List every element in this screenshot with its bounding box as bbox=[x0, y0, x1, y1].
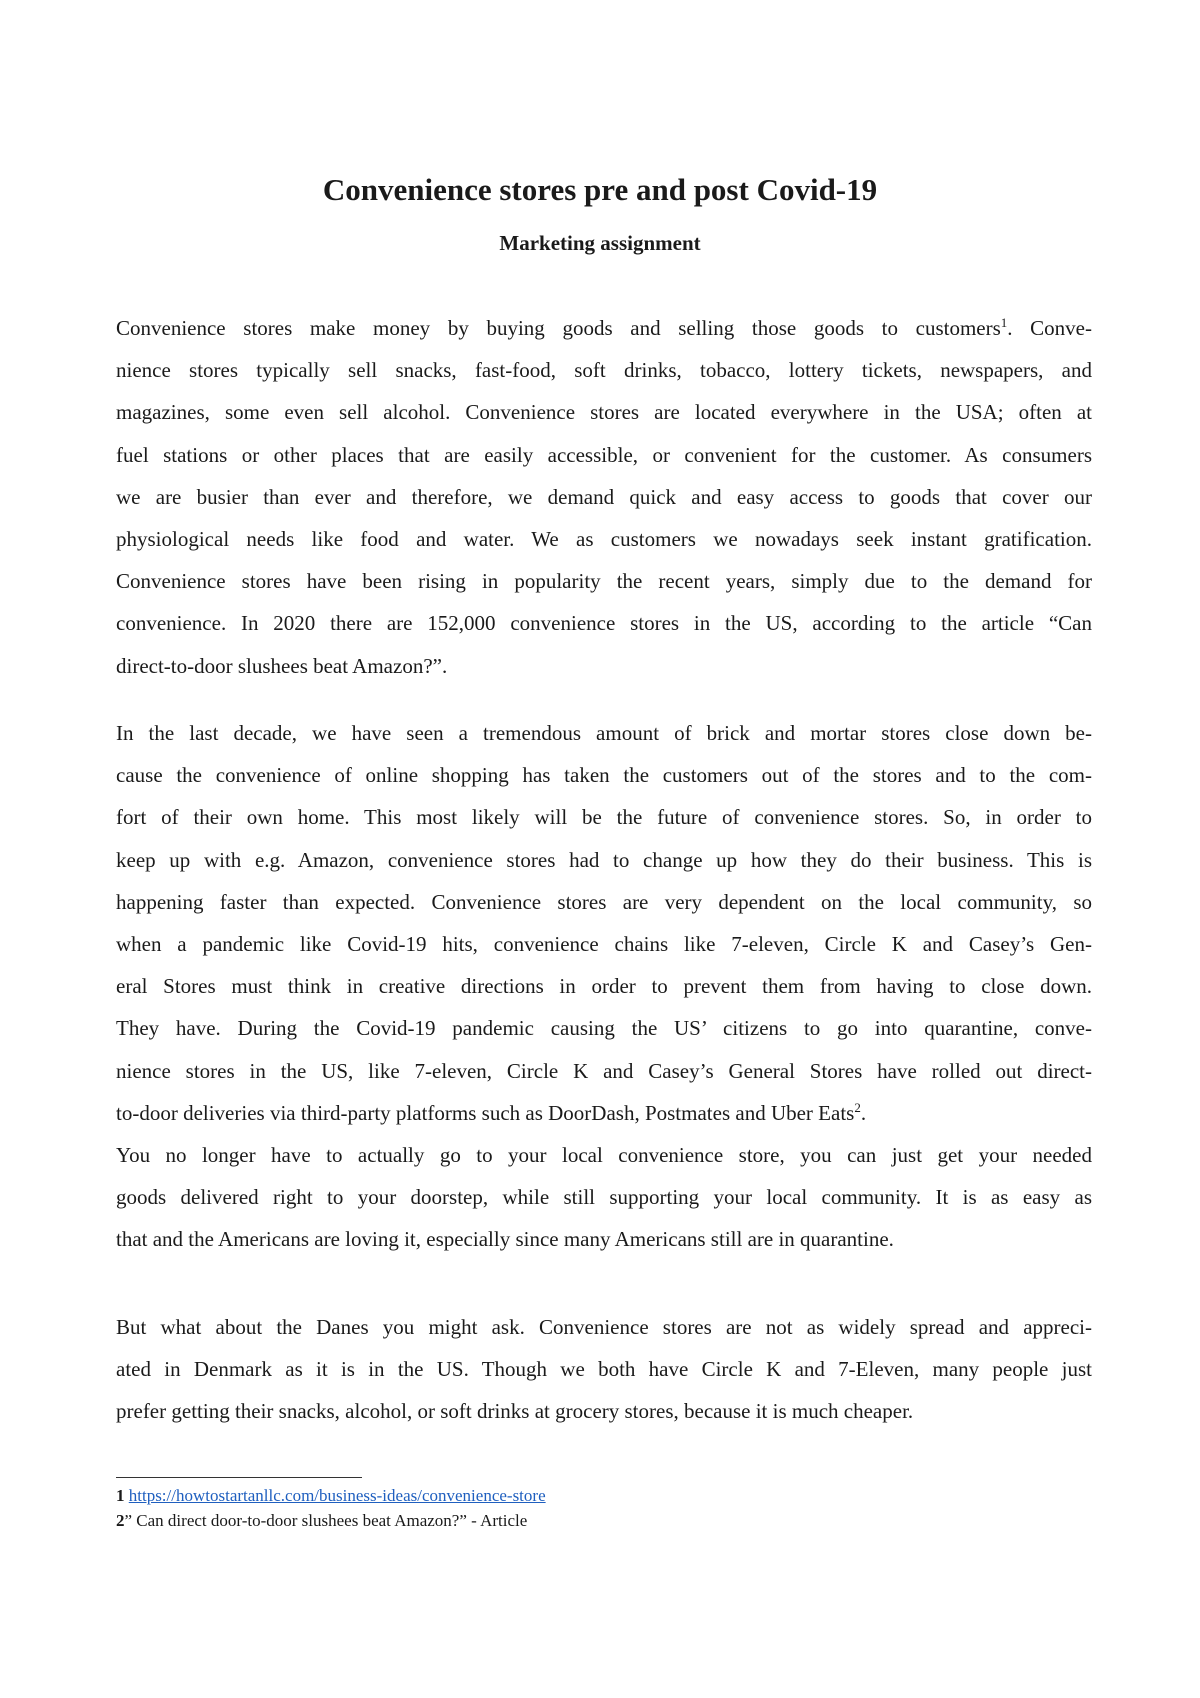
text-line: physiological needs like food and water. We as customers we nowadays seek instant gratification. bbox=[116, 527, 1092, 552]
text-line bbox=[116, 307, 1092, 349]
text-line: keep up with e.g. Amazon, convenience stores had to change up how they do their business. This is bbox=[116, 847, 1092, 872]
paragraph-1 bbox=[116, 307, 1092, 687]
text-line: nience stores in the US, like 7-eleven, Circle K and Casey’s General Stores have rolled out direct- bbox=[116, 1058, 1092, 1083]
footnotes bbox=[116, 1483, 1016, 1533]
text-run: to-door deliveries via third-party platforms such as DoorDash, Postmates and Uber Eats bbox=[116, 1100, 855, 1125]
text-line: convenience. In 2020 there are 152,000 convenience stores in the US, according to the article “Can bbox=[116, 611, 1092, 636]
text-line: Convenience stores have been rising in popularity the recent years, simply due to the demand for bbox=[116, 569, 1092, 594]
text-line: You no longer have to actually go to your local convenience store, you can just get your needed bbox=[116, 1143, 1092, 1168]
footnote-link[interactable]: https://howtostartanllc.com/business-ideas/convenience-store bbox=[128, 1486, 546, 1505]
text-line: In the last decade, we have seen a tremendous amount of brick and mortar stores close down be- bbox=[116, 721, 1092, 745]
text-line: that and the Americans are loving it, especially since many Americans still are in quarantine. bbox=[116, 1227, 894, 1252]
text-line: we are busier than ever and therefore, we demand quick and easy access to goods that cover our bbox=[116, 484, 1092, 509]
footnote-text: ” Can direct door-to-door slushees beat Amazon?” - Article bbox=[124, 1511, 528, 1530]
paragraph-3 bbox=[116, 1306, 1092, 1433]
text-line: direct-to-door slushees beat Amazon?”. bbox=[116, 653, 448, 678]
footnote-ref-1[interactable]: 1 bbox=[1000, 315, 1008, 330]
text-line: They have. During the Covid-19 pandemic causing the US’ citizens to go into quarantine, conve- bbox=[116, 1016, 1092, 1041]
document-subtitle: Marketing assignment bbox=[499, 231, 701, 255]
footnote-number: 1 bbox=[116, 1486, 125, 1505]
text-line: prefer getting their snacks, alcohol, or soft drinks at grocery stores, because it is much cheaper. bbox=[116, 1399, 914, 1424]
text-line: nience stores typically sell snacks, fast-food, soft drinks, tobacco, lottery tickets, newspapers, and bbox=[116, 358, 1092, 383]
footnote-ref-2[interactable]: 2 bbox=[854, 1099, 861, 1115]
text-run: . Conve- bbox=[1007, 316, 1092, 340]
text-run: . bbox=[860, 1100, 867, 1125]
text-line: ated in Denmark as it is in the US. Though we both have Circle K and 7-Eleven, many people just bbox=[116, 1357, 1092, 1382]
footnote-separator bbox=[116, 1477, 362, 1478]
footnote-2 bbox=[116, 1508, 1016, 1533]
document-title: Convenience stores pre and post Covid-19 bbox=[322, 172, 878, 207]
text-line: fort of their own home. This most likely will be the future of convenience stores. So, in order to bbox=[116, 805, 1092, 830]
text-line: But what about the Danes you might ask. Convenience stores are not as widely spread and appreci- bbox=[116, 1315, 1092, 1339]
text-line: fuel stations or other places that are easily accessible, or convenient for the customer. As consumers bbox=[116, 442, 1092, 467]
text-line: cause the convenience of online shopping has taken the customers out of the stores and to the com- bbox=[116, 763, 1092, 788]
text-line: happening faster than expected. Convenience stores are very dependent on the local community, so bbox=[116, 889, 1092, 914]
text-line: eral Stores must think in creative directions in order to prevent them from having to close down. bbox=[116, 974, 1092, 999]
footnote-1 bbox=[116, 1483, 1016, 1508]
text-line: goods delivered right to your doorstep, while still supporting your local community. It is as easy as bbox=[116, 1185, 1092, 1210]
text-line bbox=[116, 1092, 1092, 1134]
text-run: Convenience stores make money by buying goods and selling those goods to customers bbox=[116, 316, 1001, 340]
text-line: when a pandemic like Covid-19 hits, convenience chains like 7-eleven, Circle K and Casey’s Gen- bbox=[116, 932, 1092, 957]
paragraph-2 bbox=[116, 712, 1092, 1261]
text-line: magazines, some even sell alcohol. Convenience stores are located everywhere in the USA; often at bbox=[116, 400, 1092, 425]
footnote-number: 2 bbox=[116, 1511, 125, 1530]
